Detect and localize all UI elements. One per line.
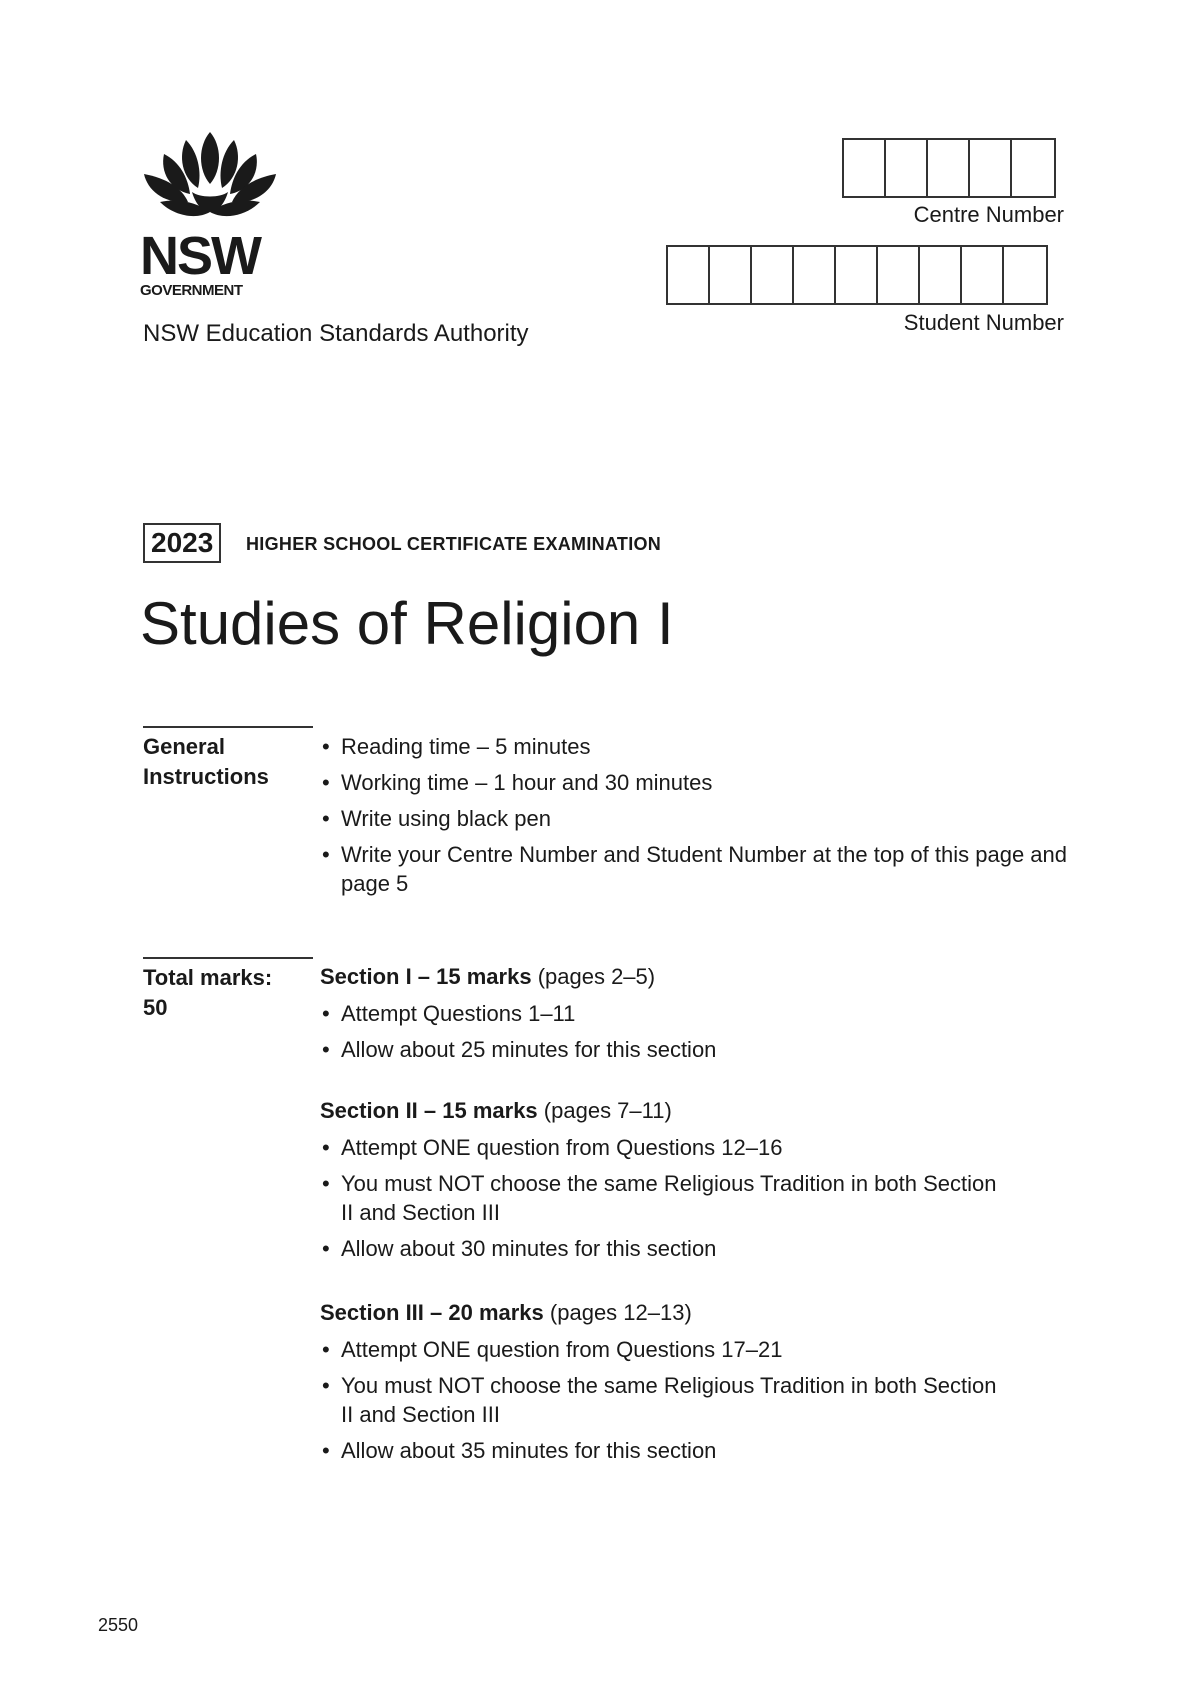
total-marks-label <box>143 963 313 1023</box>
divider <box>143 726 313 728</box>
subject-title: Studies of Religion I <box>140 590 674 657</box>
list-item: • Allow about 35 minutes for this section <box>320 1436 1080 1465</box>
section-heading <box>320 1298 1080 1327</box>
general-label-line: Instructions <box>143 764 269 789</box>
total-marks-value: 50 <box>143 995 168 1020</box>
student-number-digit[interactable] <box>920 247 962 303</box>
centre-number-label: Centre Number <box>913 202 1064 227</box>
list-item: • Attempt ONE question from Questions 12–16 <box>320 1133 1080 1162</box>
student-number-boxes[interactable] <box>666 245 1048 305</box>
list-item: • You must NOT choose the same Religious Tradition in both Section II and Section III <box>320 1169 1001 1227</box>
exam-year: 2023 <box>143 523 221 563</box>
list-item: • Working time – 1 hour and 30 minutes <box>320 768 1080 797</box>
page-code: 2550 <box>98 1615 139 1635</box>
section-name: Section I – 15 marks <box>320 964 532 989</box>
student-number-digit[interactable] <box>878 247 920 303</box>
centre-number-digit[interactable] <box>1012 140 1054 196</box>
exam-title: HIGHER SCHOOL CERTIFICATE EXAMINATION <box>246 534 662 554</box>
logo-government-text: GOVERNMENT <box>140 282 243 299</box>
authority-name: NSW Education Standards Authority <box>143 320 529 347</box>
section-2 <box>320 1096 1080 1270</box>
section-pages: (pages 2–5) <box>537 964 656 989</box>
section-3 <box>320 1298 1080 1472</box>
student-number-digit[interactable] <box>1004 247 1046 303</box>
student-number-digit[interactable] <box>836 247 878 303</box>
logo-nsw-text: NSW <box>140 226 260 286</box>
nsw-government-logo <box>140 132 285 299</box>
student-number-digit[interactable] <box>752 247 794 303</box>
section-pages: (pages 7–11) <box>543 1098 672 1123</box>
waratah-icon <box>140 132 280 227</box>
list-item: • Reading time – 5 minutes <box>320 732 1080 761</box>
list-item: • Allow about 30 minutes for this section <box>320 1234 1080 1263</box>
section-name: Section III – 20 marks <box>320 1300 544 1325</box>
general-instructions <box>320 732 1080 905</box>
centre-number-boxes[interactable] <box>842 138 1056 198</box>
list-item: • Write your Centre Number and Student Number at the top of this page and page 5 <box>320 840 1080 898</box>
section-heading <box>320 1096 1080 1125</box>
section-name: Section II – 15 marks <box>320 1098 538 1123</box>
list-item: • Write using black pen <box>320 804 1080 833</box>
centre-number-digit[interactable] <box>928 140 970 196</box>
student-number-label: Student Number <box>903 310 1064 335</box>
student-number-digit[interactable] <box>668 247 710 303</box>
student-number-digit[interactable] <box>710 247 752 303</box>
centre-number-digit[interactable] <box>970 140 1012 196</box>
list-item: • Attempt Questions 1–11 <box>320 999 1080 1028</box>
total-label-line: Total marks: <box>143 965 273 990</box>
section-pages: (pages 12–13) <box>549 1300 692 1325</box>
list-item: • You must NOT choose the same Religious Tradition in both Section II and Section III <box>320 1371 1001 1429</box>
section-heading <box>320 962 1080 991</box>
list-item: • Allow about 25 minutes for this section <box>320 1035 1080 1064</box>
student-number-digit[interactable] <box>794 247 836 303</box>
divider <box>143 957 313 959</box>
student-number-digit[interactable] <box>962 247 1004 303</box>
general-label-line: General <box>143 734 225 759</box>
centre-number-digit[interactable] <box>886 140 928 196</box>
list-item: • Attempt ONE question from Questions 17–21 <box>320 1335 1080 1364</box>
general-instructions-label <box>143 732 313 792</box>
centre-number-digit[interactable] <box>844 140 886 196</box>
section-1 <box>320 962 1080 1071</box>
